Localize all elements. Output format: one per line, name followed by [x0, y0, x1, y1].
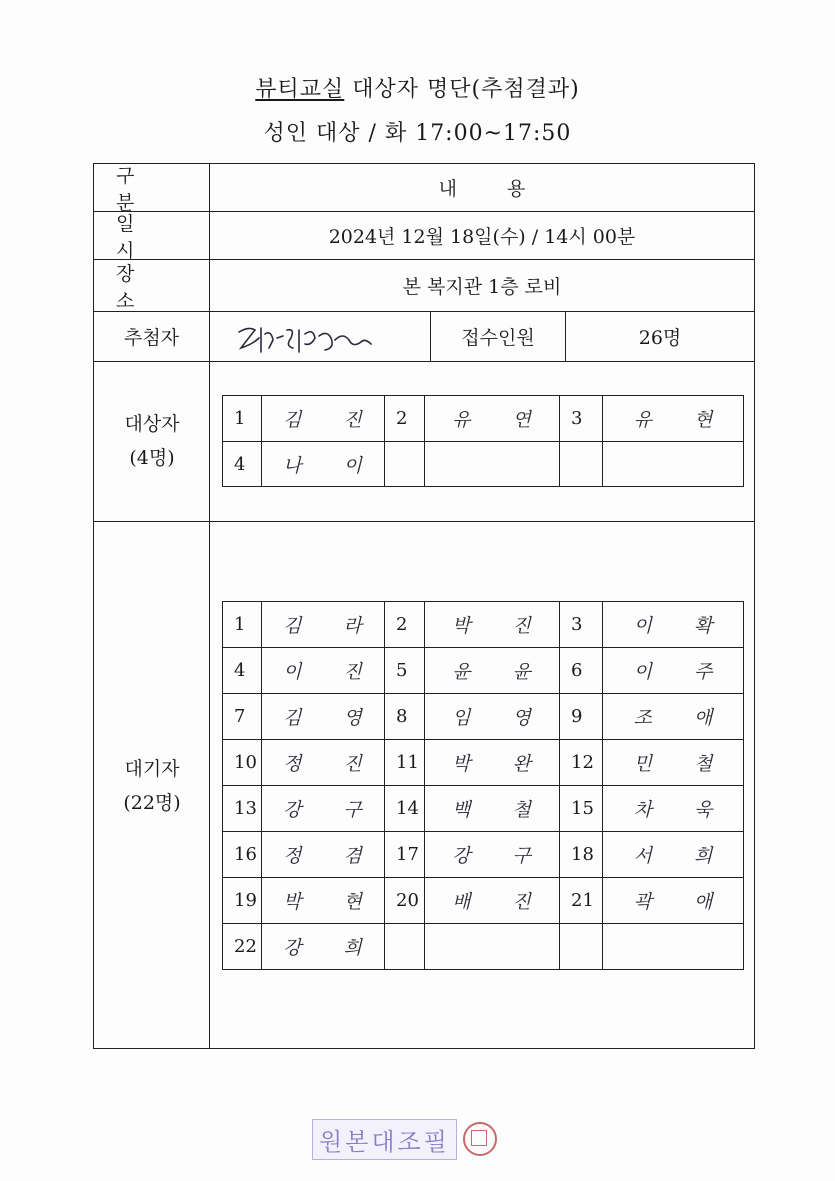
entry-number: 5 [396, 659, 408, 681]
entry-name: 이 확 [633, 614, 731, 637]
entry-name: 강 구 [452, 844, 549, 867]
entry-number: 7 [234, 705, 246, 727]
entry-name: 김 라 [283, 614, 380, 637]
entry-number: 14 [396, 797, 419, 819]
datetime-value: 2024년 12월 18일(수) / 14시 00분 [328, 226, 636, 248]
entry-name: 박 완 [452, 752, 549, 775]
place-value: 본 복지관 1층 로비 [402, 276, 562, 298]
certified-copy-stamp [312, 1120, 527, 1158]
waitlist-label: 대기자 [124, 758, 180, 780]
entry-name: 배 진 [452, 890, 549, 913]
entry-number: 4 [234, 659, 246, 681]
applicants-value: 26명 [638, 327, 682, 349]
entry-name: 민 철 [633, 752, 731, 775]
entry-name: 유 연 [452, 408, 549, 431]
entry-number: 9 [571, 705, 583, 727]
entry-number: 1 [234, 407, 246, 429]
entry-name: 백 철 [452, 798, 549, 821]
entry-name: 강 구 [283, 798, 380, 821]
entry-name: 이 진 [283, 660, 380, 683]
entry-number: 2 [396, 613, 408, 635]
entry-name: 강 희 [283, 936, 380, 959]
entry-number: 4 [234, 453, 246, 475]
title-rest: 대상자 명단(추첨결과) [344, 77, 580, 102]
entry-number: 15 [571, 797, 594, 819]
entry-number: 16 [234, 843, 257, 865]
waitlist-count: (22명) [123, 792, 181, 814]
entry-name: 정 겸 [283, 844, 380, 867]
entry-number: 12 [571, 751, 594, 773]
entry-name: 서 희 [633, 844, 731, 867]
signature-image [235, 318, 385, 358]
selected-label: 대상자 [124, 413, 180, 435]
entry-name: 나 이 [283, 454, 380, 477]
entry-name: 정 진 [283, 752, 380, 775]
entry-number: 22 [234, 935, 257, 957]
entry-name: 유 현 [633, 408, 731, 431]
entry-number: 8 [396, 705, 408, 727]
datetime-label: 일 시 [116, 212, 157, 262]
title-underlined: 뷰티교실 [255, 77, 345, 102]
entry-name: 임 영 [452, 706, 549, 729]
entry-name: 윤 윤 [452, 660, 549, 683]
entry-number: 6 [571, 659, 583, 681]
place-label: 장 소 [116, 262, 157, 312]
entry-name: 김 진 [283, 408, 380, 431]
entry-name: 차 욱 [633, 798, 731, 821]
entry-name: 곽 애 [633, 890, 731, 913]
applicants-label: 접수인원 [461, 327, 535, 349]
col-header-content: 내 용 [438, 178, 548, 200]
entry-number: 3 [571, 407, 583, 429]
entry-number: 17 [396, 843, 419, 865]
entry-number: 3 [571, 613, 583, 635]
document-title [0, 72, 835, 103]
stamp-text: 원본대조필 [312, 1119, 457, 1160]
entry-name: 조 애 [633, 706, 731, 729]
entry-number: 1 [234, 613, 246, 635]
entry-number: 2 [396, 407, 408, 429]
drawer-label: 추첨자 [123, 327, 180, 349]
entry-name: 박 현 [283, 890, 380, 913]
entry-number: 21 [571, 889, 594, 911]
entry-number: 18 [571, 843, 594, 865]
entry-name: 김 영 [283, 706, 380, 729]
entry-name: 이 주 [633, 660, 731, 683]
entry-number: 19 [234, 889, 257, 911]
document-subtitle: 성인 대상 / 화 17:00~17:50 [263, 121, 572, 146]
selected-count: (4명) [129, 447, 175, 469]
entry-number: 10 [234, 751, 257, 773]
seal-icon [463, 1122, 497, 1156]
entry-name: 박 진 [452, 614, 549, 637]
entry-number: 20 [396, 889, 419, 911]
entry-number: 13 [234, 797, 257, 819]
entry-number: 11 [396, 751, 419, 773]
col-header-label: 구 분 [116, 164, 157, 214]
